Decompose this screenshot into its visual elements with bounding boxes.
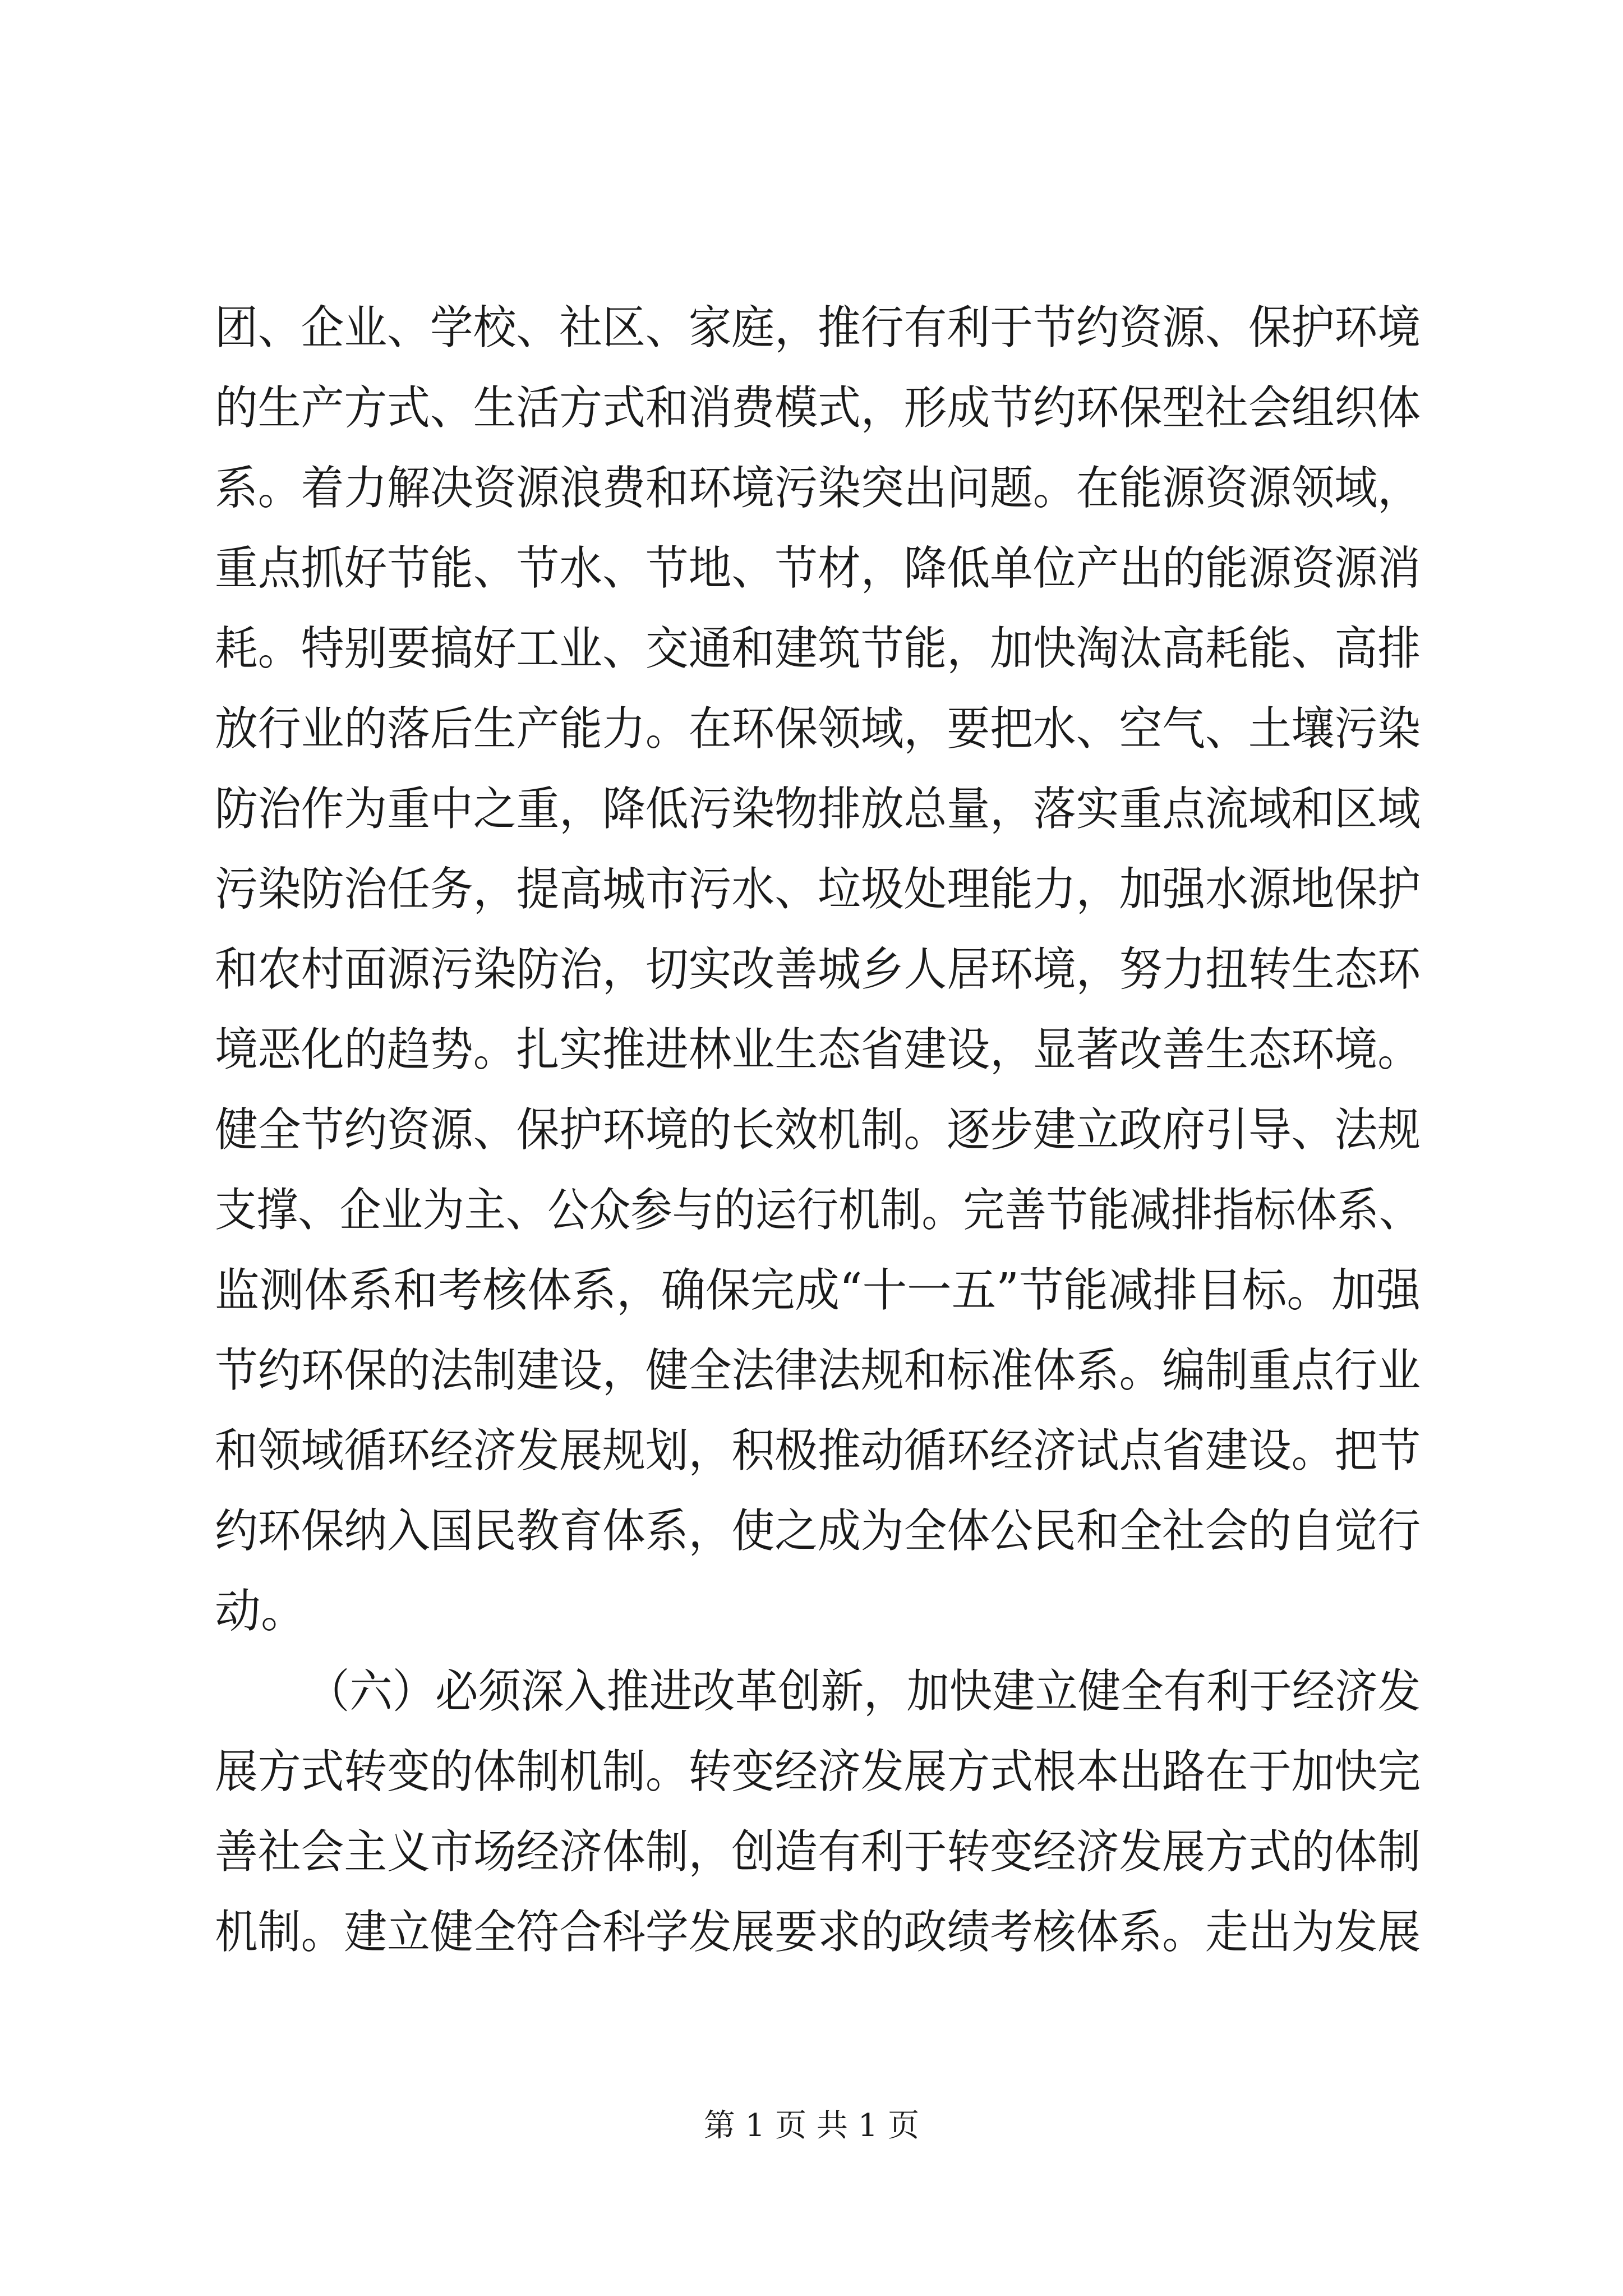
text-line: 防治作为重中之重，降低污染物排放总量，落实重点流域和区域 — [215, 783, 1421, 836]
text-line: 约环保纳入国民教育体系，使之成为全体公民和全社会的自觉行 — [215, 1504, 1421, 1558]
text-line: 节约环保的法制建设，健全法律法规和标准体系。编制重点行业 — [215, 1344, 1421, 1397]
text-line: 监测体系和考核体系，确保完成“十一五”节能减排目标。加强 — [215, 1264, 1421, 1317]
text-line: 团、企业、学校、社区、家庭，推行有利于节约资源、保护环境 — [215, 301, 1421, 355]
page-number: 第 1 页 共 1 页 — [703, 2108, 920, 2144]
page-footer — [0, 2104, 1623, 2148]
paragraph-start-line: （六）必须深入推进改革创新，加快建立健全有利于经济发 — [307, 1665, 1421, 1718]
text-line: 耗。特别要搞好工业、交通和建筑节能，加快淘汰高耗能、高排 — [215, 622, 1421, 675]
text-line: 境恶化的趋势。扎实推进林业生态省建设，显著改善生态环境。 — [215, 1023, 1421, 1076]
text-line: 展方式转变的体制机制。转变经济发展方式根本出路在于加快完 — [215, 1745, 1421, 1798]
text-line: 污染防治任务，提高城市污水、垃圾处理能力，加强水源地保护 — [215, 863, 1421, 916]
text-line: 重点抓好节能、节水、节地、节材，降低单位产出的能源资源消 — [215, 542, 1421, 595]
text-line: 和农村面源污染防治，切实改善城乡人居环境，努力扭转生态环 — [215, 943, 1421, 996]
text-line: 系。着力解决资源浪费和环境污染突出问题。在能源资源领域， — [215, 462, 1421, 515]
text-line: 放行业的落后生产能力。在环保领域，要把水、空气、土壤污染 — [215, 702, 1421, 756]
text-line: 动。 — [215, 1585, 307, 1638]
text-line: 和领域循环经济发展规划，积极推动循环经济试点省建设。把节 — [215, 1424, 1421, 1478]
text-line: 善社会主义市场经济体制，创造有利于转变经济发展方式的体制 — [215, 1825, 1421, 1879]
text-line: 支撑、企业为主、公众参与的运行机制。完善节能减排指标体系、 — [215, 1184, 1421, 1237]
text-line: 健全节约资源、保护环境的长效机制。逐步建立政府引导、法规 — [215, 1103, 1421, 1157]
text-line: 的生产方式、生活方式和消费模式，形成节约环保型社会组织体 — [215, 381, 1421, 435]
text-line: 机制。建立健全符合科学发展要求的政绩考核体系。走出为发展 — [215, 1906, 1421, 1959]
